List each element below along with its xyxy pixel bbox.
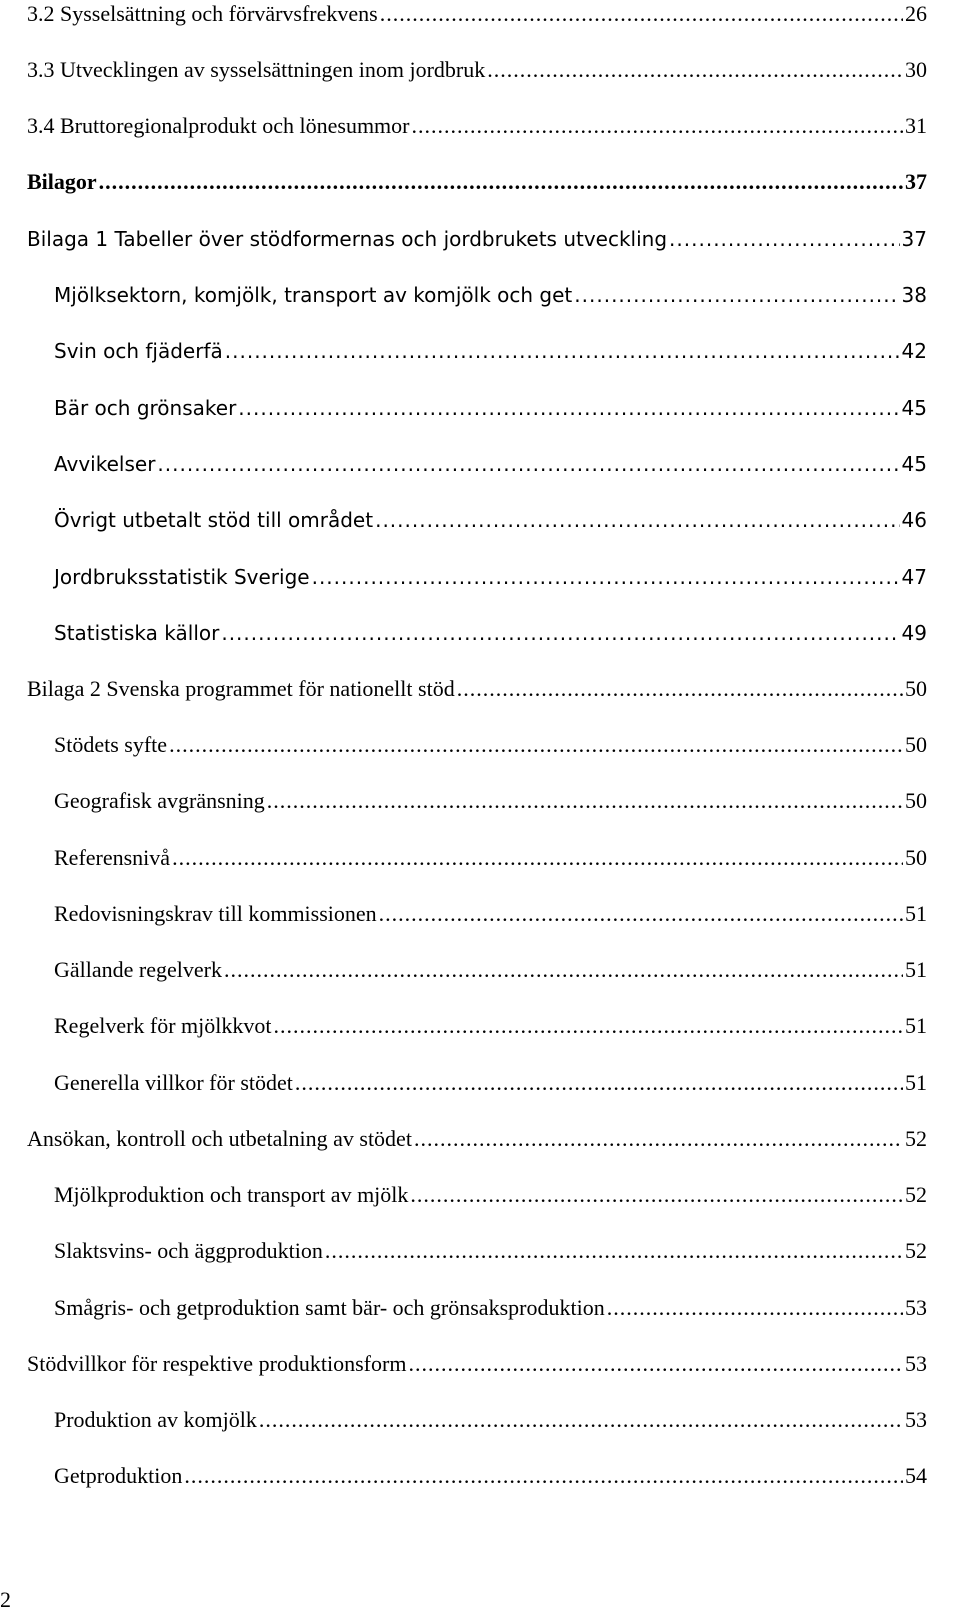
toc-entry-page: 51: [905, 957, 927, 982]
toc-entry-label: Mjölksektorn, komjölk, transport av komjölk och get: [54, 283, 573, 307]
toc-entry-page: 50: [905, 676, 927, 701]
toc-leader-dots: [274, 1013, 903, 1039]
toc-entry: [54, 1182, 927, 1208]
toc-leader-dots: [412, 113, 904, 139]
toc-entry: [54, 507, 927, 533]
toc-entry-label: Bilaga 2 Svenska programmet för nationellt stöd: [27, 676, 455, 701]
toc-leader-dots: [325, 1238, 903, 1264]
toc-entry-page: 42: [901, 339, 927, 363]
toc-entry-label: Redovisningskrav till kommissionen: [54, 901, 377, 926]
toc-entry-page: 37: [905, 169, 927, 194]
toc-leader-dots: [169, 732, 903, 758]
toc-entry: [54, 1070, 927, 1096]
toc-entry: [54, 338, 927, 364]
toc-entry: [54, 901, 927, 927]
toc-entry-page: 49: [901, 621, 927, 645]
toc-entry: [54, 845, 927, 871]
toc-entry: [54, 1407, 927, 1433]
toc-leader-dots: [487, 57, 903, 83]
toc-entry-page: 45: [901, 452, 927, 476]
toc-entry: [54, 564, 927, 590]
toc-leader-dots: [669, 226, 900, 252]
toc-entry-page: 50: [905, 788, 927, 813]
toc-entry-page: 37: [901, 227, 927, 251]
toc-entry-label: Stödvillkor för respektive produktionsform: [27, 1351, 407, 1376]
toc-leader-dots: [375, 507, 899, 533]
toc-entry-page: 31: [905, 113, 927, 138]
toc-leader-dots: [295, 1070, 903, 1096]
toc-entry-page: 47: [901, 565, 927, 589]
toc-entry: [27, 113, 927, 139]
toc-entry-label: Jordbruksstatistik Sverige: [54, 565, 310, 589]
toc-leader-dots: [380, 1, 903, 27]
toc-entry-label: Statistiska källor: [54, 621, 220, 645]
toc-leader-dots: [379, 901, 903, 927]
toc-entry-page: 26: [905, 1, 927, 26]
toc-entry-label: Smågris- och getproduktion samt bär- och grönsaksproduktion: [54, 1295, 605, 1320]
toc-entry-label: Geografisk avgränsning: [54, 788, 265, 813]
toc-leader-dots: [99, 169, 903, 195]
toc-entry-page: 52: [905, 1182, 927, 1207]
toc-entry: [54, 788, 927, 814]
toc-entry-label: Produktion av komjölk: [54, 1407, 257, 1432]
toc-leader-dots: [225, 338, 900, 364]
toc-entry: [54, 1238, 927, 1264]
toc-entry: [54, 1013, 927, 1039]
toc-entry: [27, 1126, 927, 1152]
toc-entry-page: 50: [905, 732, 927, 757]
toc-entry-label: Slaktsvins- och äggproduktion: [54, 1238, 323, 1263]
toc-entry: [54, 395, 927, 421]
toc-entry-page: 38: [901, 283, 927, 307]
toc-entry-page: 45: [901, 396, 927, 420]
toc-entry-label: 3.2 Sysselsättning och förvärvsfrekvens: [27, 1, 378, 26]
toc-leader-dots: [238, 395, 899, 421]
toc-entry-page: 51: [905, 1013, 927, 1038]
toc-entry: [54, 732, 927, 758]
page-number: 2: [0, 1587, 11, 1612]
toc-entry-label: Gällande regelverk: [54, 957, 222, 982]
toc-entry-page: 50: [905, 845, 927, 870]
toc-entry-label: Getproduktion: [54, 1463, 183, 1488]
toc-entry-page: 52: [905, 1238, 927, 1263]
toc-leader-dots: [157, 451, 899, 477]
toc-entry: [54, 451, 927, 477]
toc-leader-dots: [414, 1126, 903, 1152]
toc-entry-label: 3.3 Utvecklingen av sysselsättningen inom jordbruk: [27, 57, 486, 82]
toc-entry-label: Bär och grönsaker: [54, 396, 237, 420]
toc-entry: [54, 1463, 927, 1489]
toc-leader-dots: [410, 1182, 903, 1208]
toc-leader-dots: [221, 620, 899, 646]
toc-entry-page: 51: [905, 901, 927, 926]
toc-entry: [54, 282, 927, 308]
toc-entry-label: Övrigt utbetalt stöd till området: [54, 508, 374, 532]
toc-entry-label: Mjölkproduktion och transport av mjölk: [54, 1182, 409, 1207]
toc-entry-label: Stödets syfte: [54, 732, 168, 757]
toc-entry-label: Svin och fjäderfä: [54, 339, 223, 363]
toc-entry: [54, 957, 927, 983]
toc-entry: [27, 1, 927, 27]
toc-entry-page: 51: [905, 1070, 927, 1095]
toc-entry-page: 30: [905, 57, 927, 82]
toc-entry: [27, 1351, 927, 1377]
toc-entry: [54, 1295, 927, 1321]
toc-leader-dots: [172, 845, 903, 871]
toc-leader-dots: [408, 1351, 903, 1377]
toc-entry-page: 53: [905, 1295, 927, 1320]
toc-entry-page: 53: [905, 1407, 927, 1432]
toc-entry-label: Avvikelser: [54, 452, 156, 476]
toc-leader-dots: [184, 1463, 903, 1489]
toc-entry-page: 52: [905, 1126, 927, 1151]
toc-entry: [27, 226, 927, 252]
toc-entry-label: Generella villkor för stödet: [54, 1070, 293, 1095]
toc-leader-dots: [574, 282, 899, 308]
toc-entry-page: 53: [905, 1351, 927, 1376]
toc-leader-dots: [607, 1295, 903, 1321]
toc-entry-page: 54: [905, 1463, 927, 1488]
toc-entry-label: Bilaga 1 Tabeller över stödformernas och jordbrukets utveckling: [27, 227, 668, 251]
toc-entry: [27, 676, 927, 702]
toc-entry-label: Referensnivå: [54, 845, 171, 870]
toc-leader-dots: [312, 564, 900, 590]
toc-entry-label: Ansökan, kontroll och utbetalning av stödet: [27, 1126, 412, 1151]
toc-entry-page: 46: [901, 508, 927, 532]
toc-leader-dots: [224, 957, 903, 983]
toc-entry-label: 3.4 Bruttoregionalprodukt och lönesummor: [27, 113, 410, 138]
toc-entry: [27, 57, 927, 83]
toc-leader-dots: [259, 1407, 903, 1433]
toc-leader-dots: [457, 676, 903, 702]
toc-entry-label: Bilagor: [27, 169, 97, 194]
toc-leader-dots: [267, 788, 903, 814]
toc-entry: [54, 620, 927, 646]
toc-entry-heading: [27, 169, 927, 195]
toc-entry-label: Regelverk för mjölkkvot: [54, 1013, 272, 1038]
